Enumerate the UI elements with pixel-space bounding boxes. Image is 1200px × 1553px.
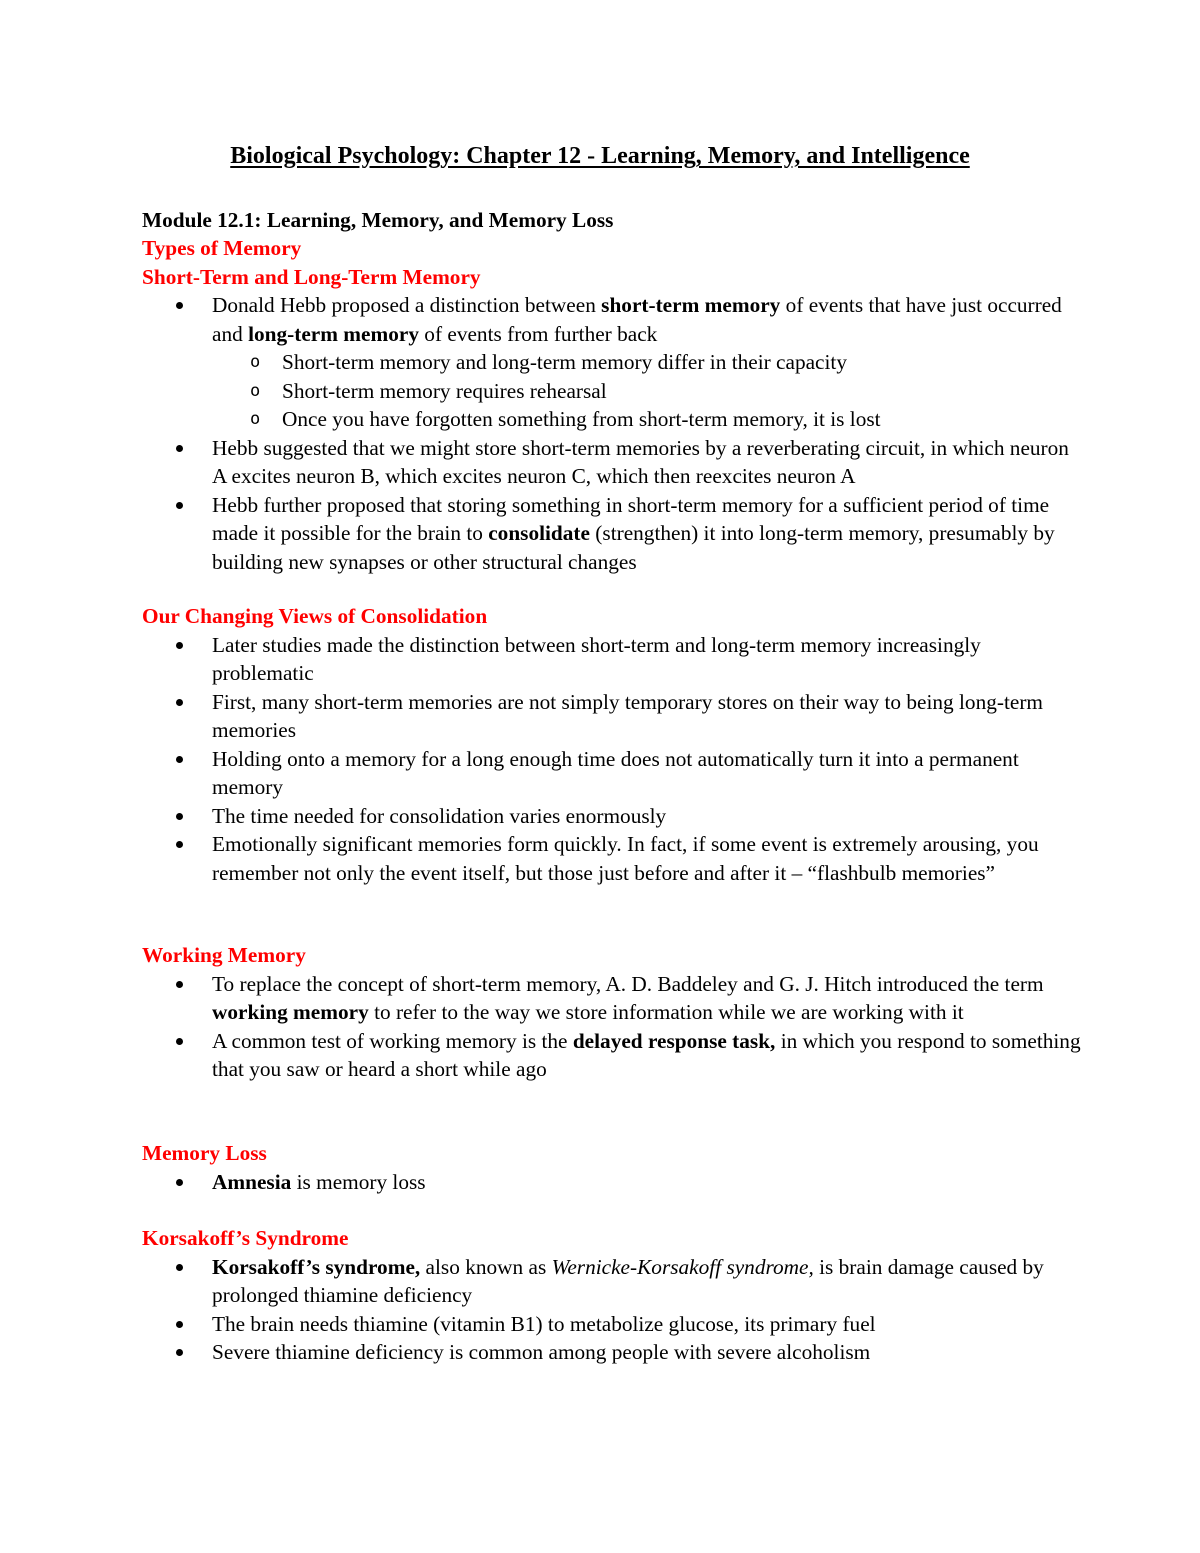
sub-list-item: o Short-term memory and long-term memory differ in their capacity (142, 348, 1082, 377)
short-long-term-heading: Short-Term and Long-Term Memory (142, 264, 481, 289)
korsakoff-list (142, 1253, 1082, 1367)
list-item: Later studies made the distinction between short-term and long-term memory increasingly problematic (142, 631, 1082, 688)
list-item: The brain needs thiamine (vitamin B1) to metabolize glucose, its primary fuel (142, 1310, 1082, 1339)
list-item: Holding onto a memory for a long enough time does not automatically turn it into a permanent memory (142, 745, 1082, 802)
document-title: Biological Psychology: Chapter 12 - Learning, Memory, and Intelligence (230, 143, 970, 169)
list-item: Hebb suggested that we might store short-term memories by a reverberating circuit, in which neuron A excites neuron B, which excites neuron C, which then reexcites neuron A (142, 434, 1082, 491)
section-short-long-term (142, 234, 1082, 576)
list-item: Severe thiamine deficiency is common among people with severe alcoholism (142, 1338, 1082, 1367)
types-of-memory-heading: Types of Memory (142, 236, 302, 260)
list-item: Amnesia is memory loss (142, 1168, 1082, 1197)
section-consolidation (142, 602, 1082, 887)
module-heading: Module 12.1: Learning, Memory, and Memory Loss (142, 208, 614, 232)
korsakoff-heading: Korsakoff’s Syndrome (142, 1226, 349, 1250)
working-memory-heading: Working Memory (142, 943, 306, 967)
list-item: A common test of working memory is the delayed response task, in which you respond to something that you saw or heard a short while ago (142, 1027, 1082, 1084)
list-item: First, many short-term memories are not simply temporary stores on their way to being long-term memories (142, 688, 1082, 745)
list-item: Donald Hebb proposed a distinction between short-term memory of events that have just occurred and long-term memory of events from further back (142, 291, 1082, 348)
list-item: Korsakoff’s syndrome, also known as Wernicke-Korsakoff syndrome, is brain damage caused by prolonged thiamine deficiency (142, 1253, 1082, 1310)
consolidation-list (142, 631, 1082, 888)
consolidation-heading: Our Changing Views of Consolidation (142, 604, 488, 628)
memory-loss-heading: Memory Loss (142, 1141, 267, 1165)
short-long-term-list (142, 291, 1082, 576)
list-item: To replace the concept of short-term memory, A. D. Baddeley and G. J. Hitch introduced the term working memory to refer to the way we store information while we are working with it (142, 970, 1082, 1027)
list-item: Emotionally significant memories form quickly. In fact, if some event is extremely arousing, you remember not only the event itself, but those just before and after it – “flashbulb memories” (142, 830, 1082, 887)
working-memory-list (142, 970, 1082, 1084)
memory-loss-list (142, 1168, 1082, 1197)
list-item: Hebb further proposed that storing something in short-term memory for a sufficient period of time made it possible for the brain to consolidate (strengthen) it into long-term memory, presumably by building new synapses or other structural changes (142, 491, 1082, 577)
section-working-memory (142, 941, 1082, 1084)
sub-list-item: o Short-term memory requires rehearsal (142, 377, 1082, 406)
sub-list-item: o Once you have forgotten something from short-term memory, it is lost (142, 405, 1082, 434)
section-memory-loss (142, 1139, 1082, 1196)
section-korsakoff (142, 1224, 1082, 1367)
list-item: The time needed for consolidation varies enormously (142, 802, 1082, 831)
